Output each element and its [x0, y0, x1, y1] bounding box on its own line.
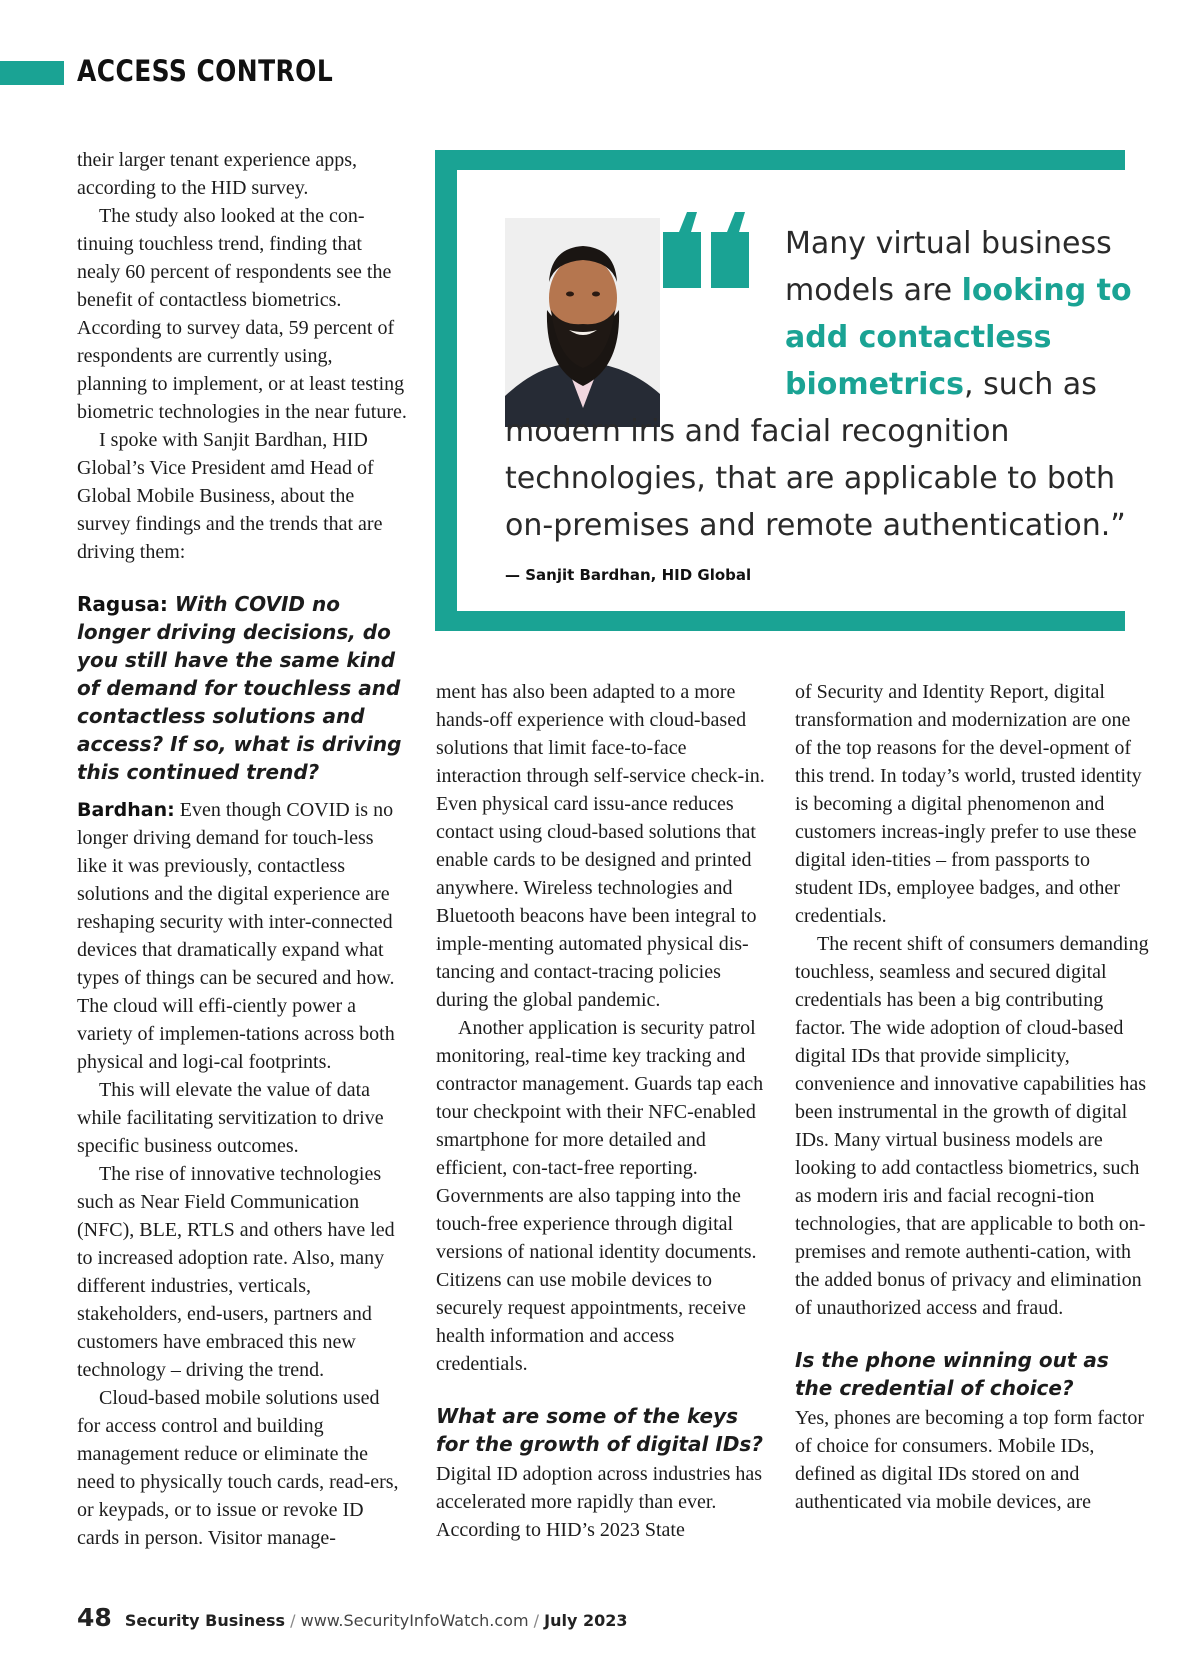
paragraph: Cloud-based mobile solutions used for access control and building management reduce or eliminate the need to physically touch cards, read-ers, or keypads, or to issue or revoke ID cards in person. Visitor manage-	[77, 1387, 399, 1549]
paragraph: Digital ID adoption across industries has accelerated more rapidly than ever. According to HID’s 2023 State	[436, 1463, 763, 1541]
page-footer	[77, 1603, 628, 1632]
paragraph: Another application is security patrol monitoring, real-time key tracking and contractor management. Guards tap each tour checkpoint with their NFC-enabled smartphone for more detailed and efficient, con-tact-free reporting. Governments are also tapping into the touch-free experience through digital versions of national identity documents. Citizens can use mobile devices to securely request appointments, receive health information and access credentials.	[436, 1017, 764, 1375]
footer-separator: /	[533, 1611, 540, 1630]
article-column-right	[795, 678, 1150, 1516]
footer-separator: /	[290, 1611, 296, 1630]
quote-attribution: — Sanjit Bardhan, HID Global	[505, 566, 752, 584]
interview-question: Is the phone winning out as the credential of choice?	[795, 1348, 1109, 1400]
paragraph: I spoke with Sanjit Bardhan, HID Global’s Vice President amd Head of Global Mobile Business, about the survey findings and the trends that are driving them:	[77, 429, 383, 563]
publication-name: Security Business	[124, 1611, 286, 1630]
paragraph: This will elevate the value of data while facilitating servitization to drive specific business outcomes.	[77, 1079, 384, 1157]
paragraph: of Security and Identity Report, digital transformation and modernization are one of the top reasons for the devel-opment of this trend. In today’s world, trusted identity is becoming a digital phenomenon and customers increas-ingly prefer to use these digital iden-tities – from passports to student IDs, employee badges, and other credentials.	[795, 681, 1142, 927]
interview-question	[77, 590, 407, 786]
quote-text-start: Many virtual business models are	[785, 226, 1112, 308]
section-color-bar	[0, 61, 64, 85]
paragraph: The recent shift of consumers demanding touchless, seamless and secured digital credentials has been a big contributing factor. The wide adoption of cloud-based digital IDs that provide simplicity, convenience and innovative capabilities has been instrumental in the growth of digital IDs. Many virtual business models are looking to add contactless biometrics, such as modern iris and facial recogni-tion technologies, that are applicable to both on-premises and remote authenti-cation, with the added bonus of privacy and elimination of unauthorized access and fraud.	[795, 933, 1149, 1319]
paragraph: their larger tenant experience apps, according to the HID survey.	[77, 149, 358, 199]
answer-text: Even though COVID is no longer driving demand for touch-less like it was previously, contactless solutions and the digital experience are reshaping security with inter-connected devices that dramatically expand what types of things can be secured and how. The cloud will effi-ciently power a variety of implemen-tations across both physical and logi-cal footprints.	[77, 799, 395, 1073]
website-link[interactable]: www.SecurityInfoWatch.com	[300, 1611, 529, 1630]
quote-text-end: , such as modern iris and facial recognition technologies, that are applicable to both on-premises and remote authentication.”	[505, 367, 1126, 543]
section-title: ACCESS CONTROL	[77, 54, 334, 88]
paragraph: The study also looked at the con-tinuing touchless trend, finding that nealy 60 percent of respondents see the benefit of contactless biometrics. According to survey data, 59 percent of respondents are currently using, planning to implement, or at least testing biometric technologies in the near future.	[77, 205, 407, 423]
interview-answer	[77, 796, 407, 1076]
pull-quote-box	[435, 150, 1132, 631]
paragraph: Yes, phones are becoming a top form factor of choice for consumers. Mobile IDs, defined as digital IDs stored on and authenticated via mobile devices, are	[795, 1407, 1144, 1513]
issue-date: July 2023	[544, 1611, 628, 1630]
article-column-middle	[436, 678, 766, 1544]
quote-highlight: looking to add contactless biometrics	[785, 273, 1132, 402]
article-column-left	[77, 146, 407, 1552]
question-speaker: Ragusa:	[77, 592, 168, 616]
interview-question: What are some of the keys for the growth of digital IDs?	[436, 1404, 763, 1456]
answer-speaker: Bardhan:	[77, 799, 175, 821]
pull-quote-text	[505, 220, 1135, 549]
paragraph: ment has also been adapted to a more hands-off experience with cloud-based solutions that limit face-to-face interaction through self-service check-in. Even physical card issu-ance reduces contact using cloud-based solutions that enable cards to be designed and printed anywhere. Wireless technologies and Bluetooth beacons have been integral to imple-menting automated physical dis-tancing and contact-tracing policies during the global pandemic.	[436, 681, 765, 1011]
page-number: 48	[77, 1603, 112, 1632]
question-text: With COVID no longer driving decisions, do you still have the same kind of demand for touchless and contactless solutions and access? If so, what is driving this continued trend?	[77, 592, 402, 784]
paragraph: The rise of innovative technologies such as Near Field Communication (NFC), BLE, RTLS and others have led to increased adoption rate. Also, many different industries, verticals, stakeholders, end-users, partners and customers have embraced this new technology – driving the trend.	[77, 1163, 395, 1381]
